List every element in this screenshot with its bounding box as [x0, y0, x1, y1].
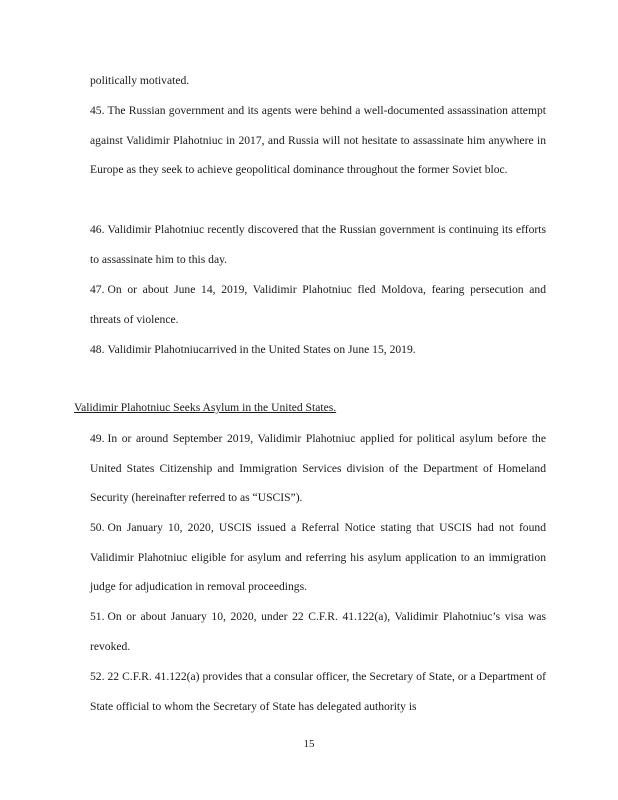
paragraph-47: [90, 275, 546, 334]
paragraph-number: 46.: [90, 223, 105, 236]
continuation-text: politically motivated.: [90, 74, 190, 87]
page-number: 15: [303, 738, 315, 750]
paragraph-text: Validimir Plahotniuc recently discovered that the Russian government is continuing its efforts to assassinate him to this day.: [90, 223, 546, 266]
paragraph-number: 52.: [90, 670, 105, 683]
paragraph-46: [90, 215, 546, 274]
paragraph-text: In or around September 2019, Validimir Plahotniuc applied for political asylum before the United States Citizenship and Immigration Services division of the Department of Homeland Security (hereinafter referred to as “USCIS”).: [90, 432, 546, 505]
paragraph-text: On or about June 14, 2019, Validimir Plahotniuc fled Moldova, fearing persecution and threats of violence.: [90, 283, 546, 326]
paragraph-51: [90, 602, 546, 661]
paragraph-50: [90, 513, 546, 602]
paragraph-text: 22 C.F.R. 41.122(a) provides that a consular officer, the Secretary of State, or a Department of State official to whom the Secretary of State has delegated authority is: [90, 670, 546, 713]
paragraph-number: 45.: [90, 104, 105, 117]
paragraph-number: 51.: [90, 610, 105, 623]
paragraph-text: On January 10, 2020, USCIS issued a Referral Notice stating that USCIS had not found Validimir Plahotniuc eligible for asylum and referring his asylum application to an immigration judge for adjudication in removal proceedings.: [90, 521, 546, 594]
paragraph-number: 49.: [90, 432, 105, 445]
paragraph-48: [90, 335, 546, 365]
paragraph-number: 48.: [90, 343, 105, 356]
paragraph-45: [90, 96, 546, 185]
paragraph-text: On or about January 10, 2020, under 22 C.F.R. 41.122(a), Validimir Plahotniuc’s visa was revoked.: [90, 610, 546, 653]
paragraph-49: [90, 424, 546, 513]
section-heading: Validimir Plahotniuc Seeks Asylum in the United States.: [74, 401, 337, 414]
paragraph-number: 47.: [90, 283, 105, 296]
paragraph-text: The Russian government and its agents were behind a well-documented assassination attempt against Validimir Plahotniuc in 2017, and Russia will not hesitate to assassinate him anywhere in Europe as they seek to achieve geopolitical dominance throughout the former Soviet bloc.: [90, 104, 546, 177]
paragraph-text: Validimir Plahotniucarrived in the United States on June 15, 2019.: [107, 343, 416, 356]
paragraph-52: [90, 662, 546, 721]
paragraph-number: 50.: [90, 521, 105, 534]
